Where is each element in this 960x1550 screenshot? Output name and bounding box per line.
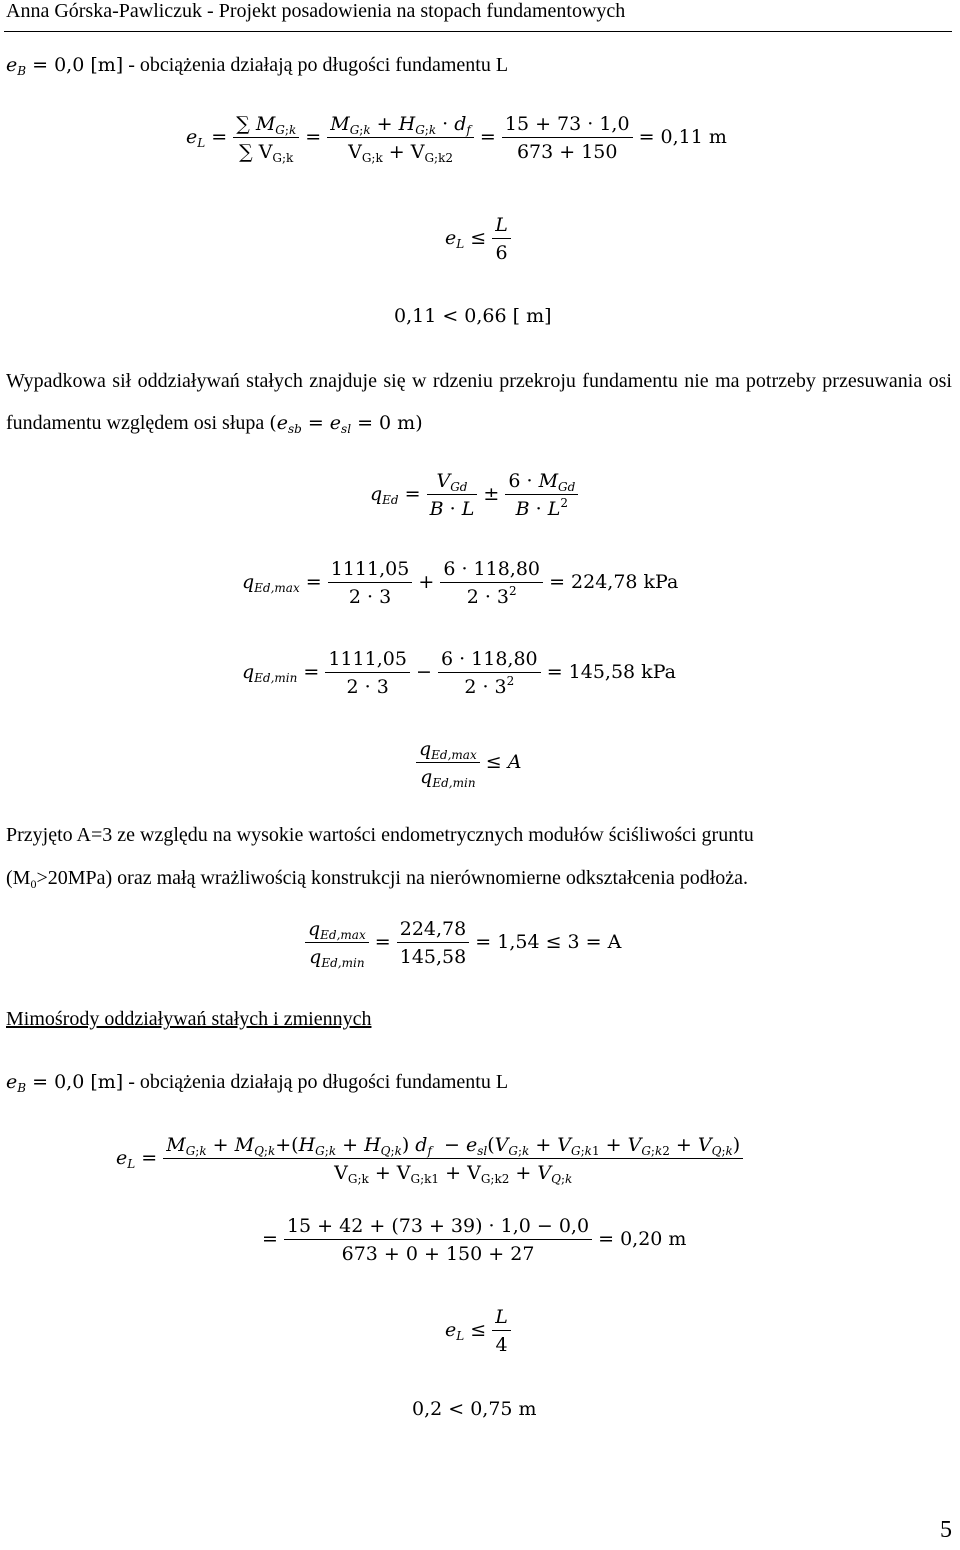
header-rule: [4, 31, 952, 32]
frac-symbolic-1: $\frac{M_{G;k} + H_{G;k} \cdot d_f}{V_{G;k} + V_{G;k2}}$: [327, 113, 474, 163]
paragraph-2-line-1: Przyjęto A=3 ze względu na wysokie wartości endometrycznych modułów ściśliwości gruntu: [6, 824, 754, 846]
cond-el-l6: $e_L$ ≤ $\frac{L}{6}$: [445, 214, 511, 264]
result-ratio: = 1,54 ≤ 3 = A: [475, 931, 622, 953]
section-heading: Mimośrody oddziaływań stałych i zmiennych: [6, 1008, 372, 1030]
frac-sum: $\frac{\sum M_{G;k}}{\sum V_{G;k}}$: [233, 113, 299, 163]
eb-line-2: $e_B = 0,0$ [m] - obciążenia działają po długości fundamentu L: [6, 1071, 509, 1095]
frac-numeric-1: $\frac{15 + 73 \cdot 1,0}{673 + 150}$: [502, 113, 633, 163]
cond-ratio-a: $\frac{q_{Ed,max}}{q_{Ed,min}}$ ≤ A: [416, 738, 521, 788]
eq-qed-max: $q_{Ed,max}$ = $\frac{1111,05}{2 \cdot 3}$ + $\frac{6 \cdot 118,80}{2 \cdot 3^2}$ = 224,78 kPa: [242, 558, 679, 608]
eq-qed-general: $q_{Ed}$ = $\frac{V_{Gd}}{B \cdot L}$ ± $\frac{6 \cdot M_{Gd}}{B \cdot L^2}$: [370, 470, 578, 520]
eq-ratio-numeric: $\frac{q_{Ed,max}}{q_{Ed,min}}$ = $\frac{224,78}{145,58}$ = 1,54 ≤ 3 = A: [305, 918, 621, 968]
check-line-1: 0,11 < 0,66 [ m]: [394, 305, 552, 327]
result-el2: = 0,20 m: [598, 1228, 687, 1250]
result-qmax: = 224,78 kPa: [549, 571, 679, 593]
eb-line-1: $e_B = 0,0$ [m] - obciążenia działają po długości fundamentu L: [6, 54, 509, 78]
eq-qed-min: $q_{Ed,min}$ = $\frac{1111,05}{2 \cdot 3}$ − $\frac{6 \cdot 118,80}{2 \cdot 3^2}$ = 145,58 kPa: [242, 648, 676, 698]
eq-eccentricity-2-numeric: = $\frac{15 + 42 + (73 + 39) \cdot 1,0 - 0,0}{673 + 0 + 150 + 27}$ = 0,20 m: [262, 1215, 687, 1265]
result-qmin: = 145,58 kPa: [546, 661, 676, 683]
result-el1: = 0,11 m: [638, 126, 727, 148]
paragraph-1: Wypadkowa sił oddziaływań stałych znajduje się w rdzeniu przekroju fundamentu nie ma potrzeby przesuwania osi fundamentu względem osi słupa ($e_{sb} = e_{sl} = 0$ m): [6, 370, 952, 436]
eb-value: = 0,0 [m]: [32, 54, 124, 76]
eq-eccentricity-2: $e_L$ = $M_{G;k} + M_{Q;k}+(H_{G;k} + H_{Q;k}) d_f - e_{sl}(V_{G;k} + V_{G;k1} + V_{G;k2} + V_{Q;k})$ $V_{G;k} + V_{G;k1} + V_{G;k2} + V_{Q;k}$: [116, 1134, 743, 1184]
paragraph-2-line-2: $(M_0>20MPa)$ oraz małą wrażliwością konstrukcji na nierównomierne odkształcenia podłoża.: [6, 867, 749, 891]
page-header: Anna Górska-Pawliczuk - Projekt posadowienia na stopach fundamentowych: [6, 0, 626, 22]
frac-symbolic-2: $M_{G;k} + M_{Q;k}+(H_{G;k} + H_{Q;k}) d_f - e_{sl}(V_{G;k} + V_{G;k1} + V_{G;k2} + V_{Q;k})$ $V_{G;k} + V_{G;k1} + V_{G;k2} + V_{Q;k}$: [163, 1134, 743, 1184]
check-line-2: 0,2 < 0,75 m: [412, 1398, 537, 1420]
cond-el-l4: $e_L$ ≤ $\frac{L}{4}$: [445, 1306, 511, 1356]
eb-text: - obciążenia działają po długości fundamentu L: [123, 54, 509, 76]
eq-eccentricity-1: $e_L$ = $\frac{\sum M_{G;k}}{\sum V_{G;k}}$ = $\frac{M_{G;k} + H_{G;k} \cdot d_f}{V_{G;k} + V_{G;k2}}$ = $\frac{15 + 73 \cdot 1,0}{673 + 150}$ = 0,11 m: [186, 113, 727, 165]
page-number: 5: [940, 1517, 952, 1543]
